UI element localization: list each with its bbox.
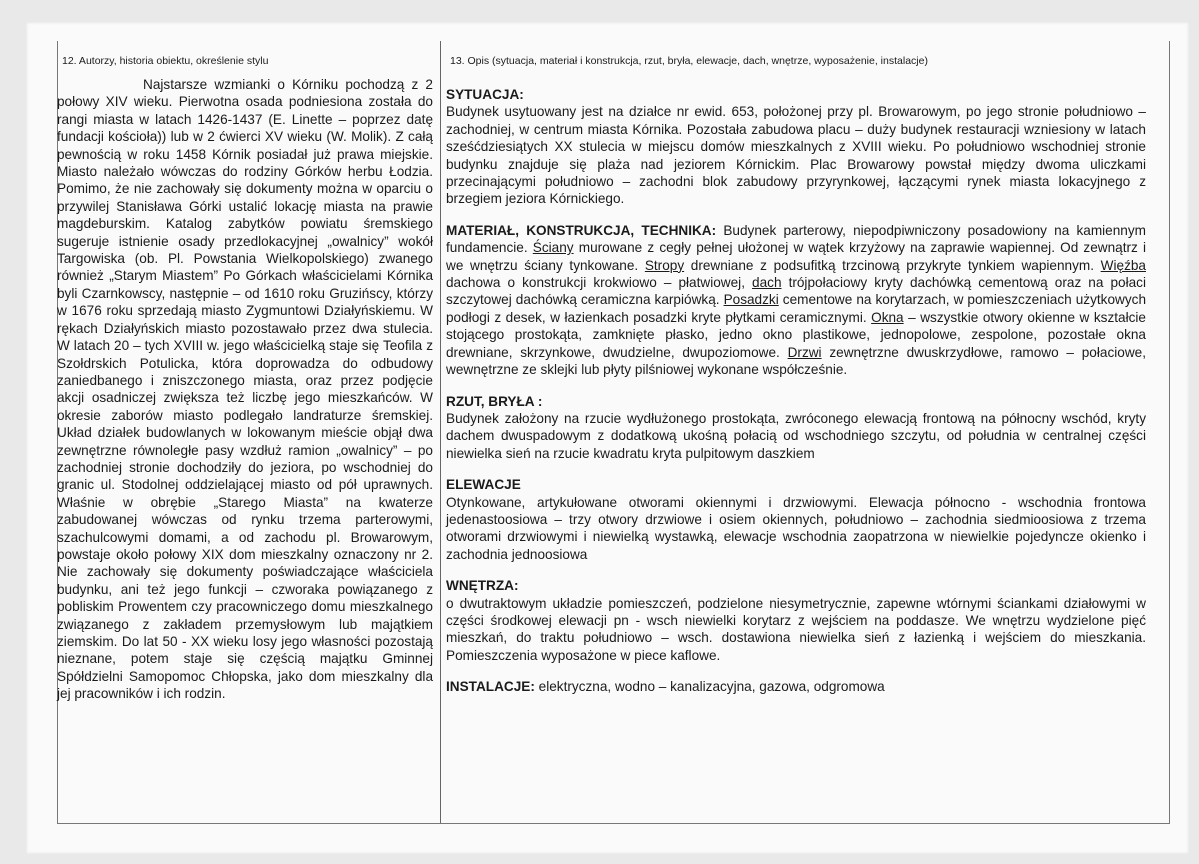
section-elewacje <box>446 476 1146 563</box>
instalacje-text: elektryczna, wodno – kanalizacyjna, gazowa, odgromowa <box>534 679 885 695</box>
material-text-5: trójpołaciowy kryty dachówką cementową oraz na połaci szczytowej dachówką ceramiczna karpiówką. <box>446 275 1146 308</box>
header-history: 12. Autorzy, historia obiektu, określenie stylu <box>62 55 269 67</box>
material-text-6: cementowe na korytarzach, w pomieszczeniach użytkowych podłogi z desek, w łazienkach posadzki kryte płytkami ceramicznymi. <box>446 292 1147 325</box>
sytuacja-text: Budynek usytuowany jest na działce nr ewid. 653, położonej przy pl. Browarowym, po jego stronie południowo – zachodniej, w centrum miasta Kórnika. Pozostała zabudowa placu – duży budynek restauracji wzniesiony w latach sześćdziesiątych XX stulecia w miejscu domów mieszkalnych z XVIII wieku. Po południowo wschodniej stronie budynku znajduje się plaża nad jeziorem Kórnickim. Plac Browarowy powstał między dwoma uliczkami przecinającymi południowo – zachodni blok zabudowy przyrynkowej, łączącymi rynek miasta lokacyjnego z brzegiem jeziora Kórnickiego. <box>446 104 1146 207</box>
material-text-3: drewniane z podsufitką trzcinową przykryte tynkiem wapiennym. <box>684 257 1101 273</box>
section-rzut <box>446 393 1146 463</box>
section-wnetrza <box>446 577 1146 664</box>
material-title: MATERIAŁ, KONSTRUKCJA, TECHNIKA: <box>446 222 717 238</box>
material-text-2: murowane z cegły pełnej ułożonej w wątek krzyżowy na zaprawie wapiennej. Od zewnątrz i we wnętrzu ściany tynkowane. <box>446 240 1146 273</box>
wnetrza-title: WNĘTRZA: <box>446 578 519 594</box>
elewacje-title: ELEWACJE <box>446 477 521 493</box>
sytuacja-title: SYTUACJA: <box>446 87 524 102</box>
section-sytuacja <box>446 86 1146 208</box>
rzut-title: RZUT, BRYŁA : <box>446 393 543 409</box>
ceilings-term: Stropy <box>644 257 685 273</box>
elewacje-text: Otynkowane, artykułowane otworami okiennymi i drzwiowymi. Elewacja północno - wschodnia frontowa jedenastoosiowa – trzy otwory drzwiowe i osiem okiennych, południowo – zachodnia siedmioosiowa z trzema otworami drzwiowymi i niewielką wystawką, elewacje wschodnia zaopatrzona w niewielkie pojedyncze okienko i zachodnia jednoosiowa <box>446 494 1146 562</box>
roof-truss-term: Więźba <box>1100 257 1146 273</box>
instalacje-paragraph <box>446 678 1146 695</box>
description-column <box>446 86 1146 710</box>
walls-term: Ściany <box>532 240 574 256</box>
material-text-1: Budynek parterowy, niepodpiwniczony posadowiony na kamiennym fundamencie. <box>446 222 1146 256</box>
windows-term: Okna <box>871 309 904 325</box>
floors-term: Posadzki <box>723 292 779 308</box>
section-instalacje <box>446 678 1146 695</box>
header-description: 13. Opis (sytuacja, materiał i konstrukcja, rzut, bryła, elewacje, dach, wnętrze, wyposażenie, instalacje) <box>450 55 928 67</box>
wnetrza-text: o dwutraktowym układzie pomieszczeń, podzielone niesymetrycznie, zapewne wtórnymi ściankami działowymi w części środkowej elewacji pn - wsch niewielki korytarz z wejściem na poddasze. We wnętrzu wydzielone pięć mieszkań, do traktu południowo – wsch. dostawiona niewielka sień z łazienką i wejściem do mieszkania. Pomieszczenia wyposażone w piece kaflowe. <box>446 595 1146 663</box>
material-text-7: – wszystkie otwory okienne w kształcie stojącego prostokąta, zamknięte płasko, jedno okno plastikowe, jednopolowe, zespolone, pozostałe okna drewniane, skrzynkowe, dwudzielne, dwupoziomowe. <box>446 309 1146 360</box>
section-material <box>446 222 1146 379</box>
column-divider <box>440 41 441 823</box>
material-paragraph <box>446 222 1146 379</box>
instalacje-title: INSTALACJE: <box>446 679 535 695</box>
material-text-8: zewnętrzne dwuskrzydłowe, ramowo – połaciowe, wewnętrzne ze sklejki lub płyty pilśniowej wykonane współcześnie. <box>446 344 1146 378</box>
rzut-text: Budynek założony na rzucie wydłużonego prostokąta, zwróconego elewacją frontową na północny wschód, kryty dachem dwuspadowym z dodatkową ukośną połacią od wschodniego szczytu, od południa w centralnej części niewielka sień na rzucie kwadratu kryta pulpitowym daszkiem <box>446 410 1146 461</box>
history-text: Najstarsze wzmianki o Kórniku pochodzą z 2 połowy XIV wieku. Pierwotna osada podniesiona została do rangi miasta w latach 1426-1437 (E. Linette – poprzez datę fundacji kościoła)) lub w 2 ćwierci XV wieku (W. Molik). Z całą pewnością w roku 1458 Kórnik posiadał już prawa miejskie. Miasto należało wówczas do rodziny Górków herbu Łodzia. Pomimo, że nie zachowały się dokumenty można w oparciu o przywilej Stanisława Górki ustalić lokację miasta na prawie magdeburskim. Katalog zabytków powiatu śremskiego sugeruje istnienie osady przedlokacyjnej „owalnicy” wokół Targowiska (ob. Pl. Powstania Wielkopolskiego) zwanego również „Starym Miastem” Po Górkach właścicielami Kórnika byli Czarnkowscy, następnie – od 1610 roku Gruzińscy, którzy w 1676 roku sprzedają miasto Zygmuntowi Działyńskiemu. W rękach Działyńskich miasto pozostawało przez dwa stulecia. W latach 20 – tych XVIII w. jego właścicielką staje się Teofila z Szołdrskich Potulicka, która doprowadza do odbudowy zaniedbanego i zniszczonego miasta, oraz przez podjęcie akcji osadniczej zwiększa też liczbę jego mieszkańców. W okresie zaborów miasto podlegało landraturze śremskiej. Układ działek budowlanych w lokowanym mieście objął dwa zewnętrzne równoległe pasy wzdłuż ramion „owalnicy” – po zachodniej stronie dochodziły do jeziora, po wschodniej do granic ul. Stodolnej oddzielającej miasto od pół uprawnych. Właśnie w obrębie „Starego Miasta” na kwaterze zabudowanej wówczas od rynku trzema parterowymi, szachulcowymi domami, a od zachodu pl. Browarowym, powstaje około połowy XIX dom mieszkalny oznaczony nr 2. Nie zachowały się dokumenty poświadczające właściciela budynku, ani też jego funkcji – czworaka powiązanego z pobliskim Prowentem czy pracowniczego domu mieszkalnego związanego z zakładem przemysłowym lub majątkiem ziemskim. Do lat 50 - XX wieku losy jego własności pozostają nieznane, potem staje się częścią majątku Gminnej Spółdzielni Samopomoc Chłopska, jako dom mieszkalny dla jej pracowników i ich rodzin. <box>57 77 433 702</box>
doors-term: Drzwi <box>787 344 822 360</box>
material-text-4: dachowa o konstrukcji krokwiowo – płatwiowej, <box>446 275 753 291</box>
roof-term: dach <box>752 275 782 291</box>
